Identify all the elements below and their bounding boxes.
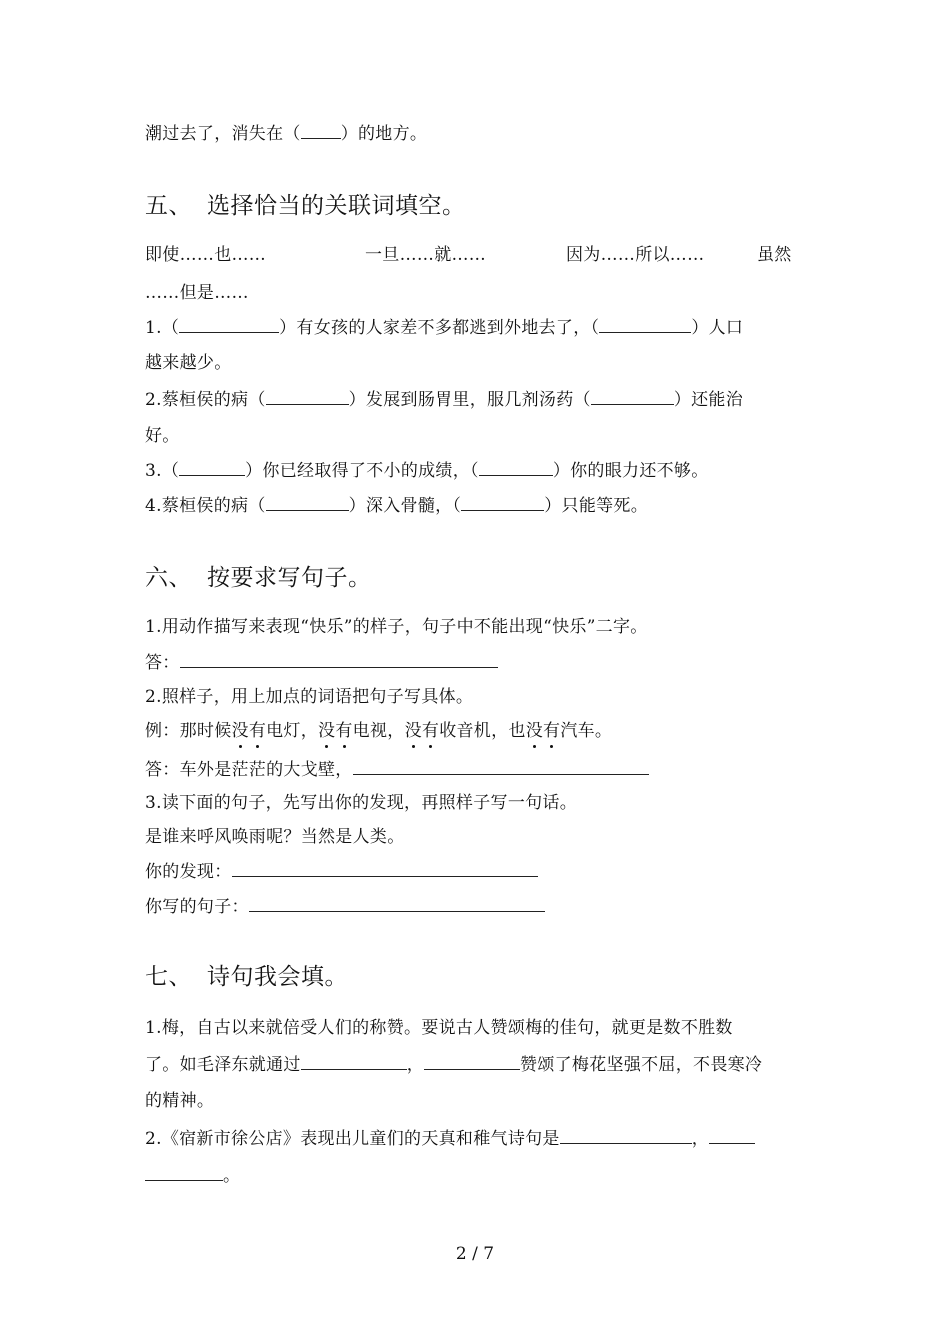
conjunction-options-wrap: ……但是…… xyxy=(145,283,249,303)
s5-question-3: 3.（ ）你已经取得了不小的成绩，（ ）你的眼力还不够。 xyxy=(145,458,709,483)
option-1: 即使……也…… xyxy=(145,245,267,265)
answer-blank[interactable] xyxy=(709,1126,755,1144)
answer-line[interactable] xyxy=(353,757,649,775)
option-4: 虽然 xyxy=(757,245,792,265)
section-7-heading: 七、 诗句我会填。 xyxy=(145,964,348,990)
continued-line: 潮过去了，消失在（ ）的地方。 xyxy=(145,121,427,146)
answer-blank[interactable] xyxy=(560,1126,692,1144)
answer-blank[interactable] xyxy=(599,315,691,333)
s7-question-1-line-1: 1.梅，自古以来就倍受人们的称赞。要说古人赞颂梅的佳句，就更是数不胜数 xyxy=(145,1018,733,1038)
answer-blank[interactable] xyxy=(266,493,349,511)
s7-question-2: 2.《宿新市徐公店》表现出儿童们的天真和稚气诗句是 ， xyxy=(145,1126,755,1151)
answer-blank[interactable] xyxy=(179,458,245,476)
option-2: 一旦……就…… xyxy=(365,245,487,265)
answer-blank[interactable] xyxy=(266,387,349,405)
answer-blank[interactable] xyxy=(461,493,544,511)
s5-question-2: 2.蔡桓侯的病（ ）发展到肠胃里，服几剂汤药（ ）还能治 xyxy=(145,387,743,412)
s6-finding: 你的发现： xyxy=(145,859,538,884)
s6-example: 例：那时候没有电灯，没有电视，没有收音机，也没有汽车。 xyxy=(145,721,613,741)
s6-sample-sentence: 是谁来呼风唤雨呢？当然是人类。 xyxy=(145,827,405,847)
s7-question-2-wrap: 。 xyxy=(145,1163,240,1188)
answer-line[interactable] xyxy=(180,650,498,668)
dotted-word: 没有 xyxy=(404,721,440,741)
answer-line[interactable] xyxy=(249,894,545,912)
conjunction-options xyxy=(145,243,810,267)
s5-question-1: 1.（ ）有女孩的人家差不多都逃到外地去了，（ ）人口 xyxy=(145,315,743,340)
s5-question-4: 4.蔡桓侯的病（ ）深入骨髓，（ ）只能等死。 xyxy=(145,493,648,518)
s5-question-1-wrap: 越来越少。 xyxy=(145,353,232,373)
answer-blank[interactable] xyxy=(591,387,674,405)
answer-line[interactable] xyxy=(232,859,538,877)
answer-blank[interactable] xyxy=(145,1163,223,1181)
s6-answer-2: 答：车外是茫茫的大戈壁， xyxy=(145,757,649,782)
page-number: 2 / 7 xyxy=(455,1244,495,1264)
answer-blank[interactable] xyxy=(424,1052,520,1070)
s5-question-2-wrap: 好。 xyxy=(145,426,180,446)
section-5-heading: 五、 选择恰当的关联词填空。 xyxy=(145,193,466,219)
answer-blank[interactable] xyxy=(301,121,341,139)
s7-question-1-line-3: 的精神。 xyxy=(145,1091,215,1111)
s6-answer-1: 答： xyxy=(145,650,498,675)
answer-blank[interactable] xyxy=(479,458,553,476)
s6-question-2: 2.照样子，用上加点的词语把句子写具体。 xyxy=(145,687,474,707)
section-6-heading: 六、 按要求写句子。 xyxy=(145,565,372,591)
s6-written-sentence: 你写的句子： xyxy=(145,894,545,919)
s6-question-3: 3.读下面的句子，先写出你的发现，再照样子写一句话。 xyxy=(145,793,578,813)
option-3: 因为……所以…… xyxy=(566,245,705,265)
s6-question-1: 1.用动作描写来表现“快乐”的样子，句子中不能出现“快乐”二字。 xyxy=(145,617,648,637)
dotted-word: 没有 xyxy=(318,721,353,741)
s7-question-1-line-2: 了。如毛泽东就通过 ， 赞颂了梅花坚强不屈，不畏寒冷 xyxy=(145,1052,762,1077)
answer-blank[interactable] xyxy=(179,315,279,333)
answer-blank[interactable] xyxy=(301,1052,407,1070)
dotted-word: 没有 xyxy=(231,721,267,741)
dotted-word: 没有 xyxy=(525,721,561,741)
